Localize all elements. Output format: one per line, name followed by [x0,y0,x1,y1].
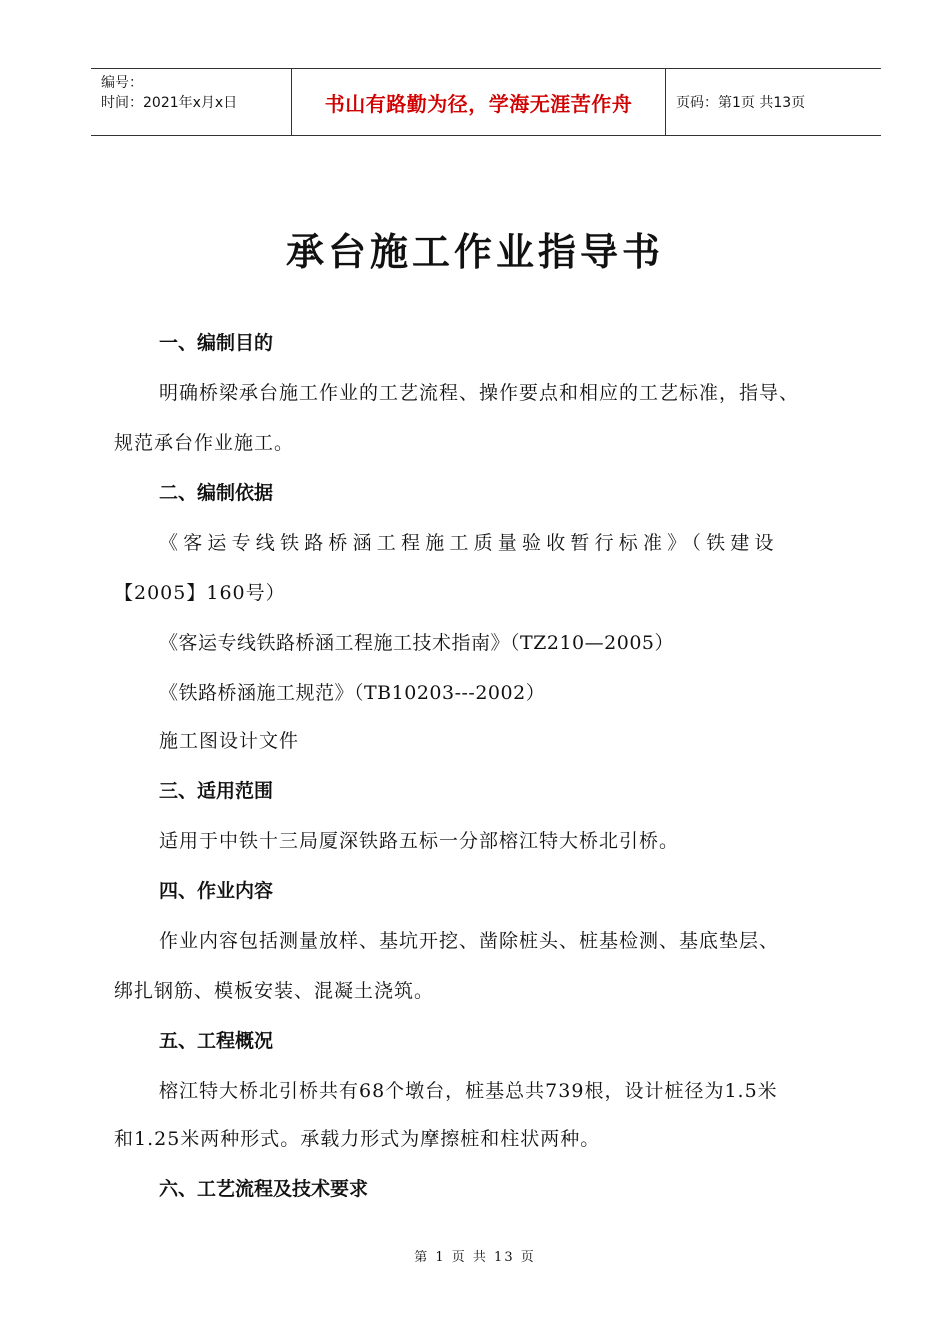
section-2-ref-4: 施工图设计文件 [159,730,300,752]
motto: 书山有路勤为径，学海无涯苦作舟 [324,91,633,116]
document-title: 承台施工作业指导书 [285,230,664,274]
page-info: 页码：第1页 共13页 [676,95,806,111]
header-motto-cell [292,69,666,135]
header-page-cell [666,69,881,135]
page-footer: 第 1 页 共 13 页 [414,1250,536,1265]
section-5-heading: 五、工程概况 [159,1030,274,1052]
section-2-ref-3: 《铁路桥涵施工规范》（TB10203---2002） [159,682,546,704]
section-2-text-line-1: 《客运专线铁路桥涵工程施工质量验收暂行标准》（铁建设 [159,532,779,554]
code-label: 编号： [101,75,143,91]
section-5-text-line-1: 榕江特大桥北引桥共有68个墩台，桩基总共739根，设计桩径为1.5米 [159,1080,778,1102]
section-6-heading: 六、工艺流程及技术要求 [159,1178,369,1200]
header-meta [91,69,292,135]
page-header [91,68,881,136]
section-2-heading: 二、编制依据 [159,482,274,504]
section-1-heading: 一、编制目的 [159,332,274,354]
section-4-text-line-2: 绑扎钢筋、模板安装、混凝土浇筑。 [114,980,435,1002]
time-label: 时间：2021年x月x日 [101,95,238,111]
section-5-text-line-2: 和1.25米两种形式。承载力形式为摩擦桩和柱状两种。 [114,1128,601,1150]
section-1-text-line-2: 规范承台作业施工。 [114,432,295,454]
section-2-ref-2: 《客运专线铁路桥涵工程施工技术指南》（TZ210—2005） [159,632,674,654]
section-3-heading: 三、适用范围 [159,780,274,802]
section-3-text: 适用于中铁十三局厦深铁路五标一分部榕江特大桥北引桥。 [159,830,680,852]
section-2-text-line-2: 【2005】160号） [114,582,286,604]
section-1-text-line-1: 明确桥梁承台施工作业的工艺流程、操作要点和相应的工艺标准，指导、 [159,382,800,404]
section-4-text-line-1: 作业内容包括测量放样、基坑开挖、凿除桩头、桩基检测、基底垫层、 [159,930,780,952]
section-4-heading: 四、作业内容 [159,880,274,902]
